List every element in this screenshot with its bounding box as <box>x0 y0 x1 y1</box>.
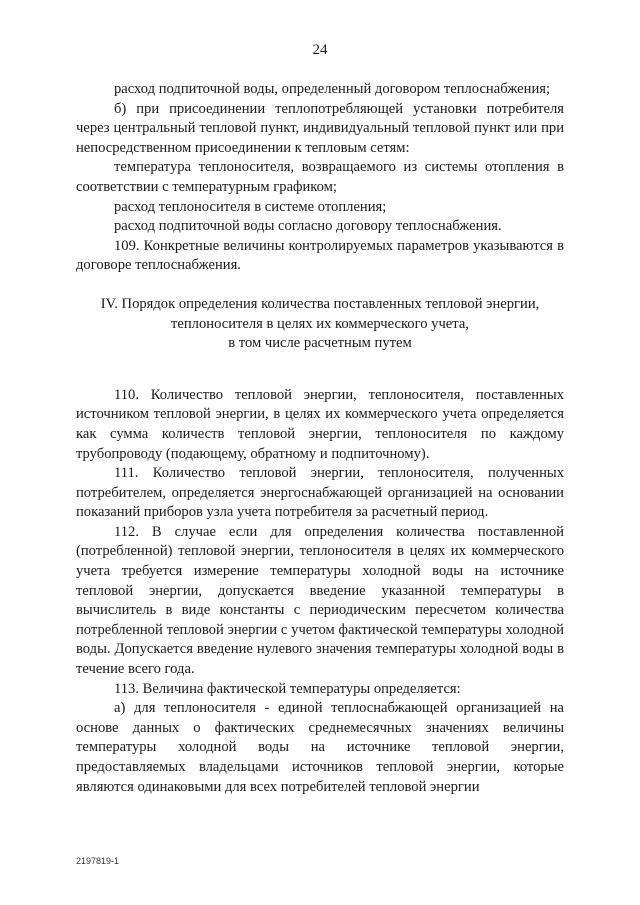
section-heading-line: IV. Порядок определения количества поставленных тепловой энергии, <box>100 295 540 312</box>
section-heading-line: теплоносителя в целях их коммерческого учета, <box>171 315 469 332</box>
paragraph: расход теплоносителя в системе отопления; <box>114 198 387 215</box>
paragraph: расход подпиточной воды согласно договору теплоснабжения. <box>114 218 502 235</box>
section-heading-line: в том числе расчетным путем <box>228 335 412 352</box>
paragraph: 112. В случае если для определения количества поставленной (потребленной) тепловой энергии, теплоносителя в целях их коммерческого учета требуется измерение температуры холодной воды на источнике тепловой энергии, допускается введение указанной температуры в вычислитель в виде константы с периодическим пересчетом количества потребленной тепловой энергии с учетом фактической температуры холодной воды. Допускается введение нулевого значения температуры холодной воды в течение всего года. <box>76 523 564 678</box>
section-heading <box>76 295 564 354</box>
paragraph: б) при присоединении теплопотребляющей установки потребителя через центральный тепловой пункт, индивидуальный тепловой пункт или при непосредственном присоединении к тепловым сетям: <box>76 100 564 156</box>
paragraph: 109. Конкретные величины контролируемых параметров указываются в договоре теплоснабжения. <box>76 237 564 274</box>
paragraph: а) для теплоносителя - единой теплоснабжающей организацией на основе данных о фактических среднемесячных значениях величины температуры холодной воды на источнике тепловой энергии, предоставляемых владельцами источников тепловой энергии, которые являются одинаковыми для всех потребителей тепловой энергии <box>76 700 564 795</box>
paragraph: 113. Величина фактической температуры определяется: <box>114 680 461 697</box>
paragraph: 110. Количество тепловой энергии, теплоносителя, поставленных источником тепловой энергии, в целях их коммерческого учета определяется как сумма количеств тепловой энергии, теплоносителя по каждому трубопроводу (подающему, обратному и подпиточному). <box>76 386 564 462</box>
page-number: 24 <box>312 42 328 58</box>
paragraph: расход подпиточной воды, определенный договором теплоснабжения; <box>114 81 551 97</box>
document-id: 2197819-1 <box>76 856 120 866</box>
paragraph: температура теплоносителя, возвращаемого из системы отопления в соответствии с температурным графиком; <box>76 159 564 195</box>
paragraph: 111. Количество тепловой энергии, теплоносителя, полученных потребителем, определяется энергоснабжающей организацией на основании показаний приборов узла учета потребителя за расчетный период. <box>76 465 564 521</box>
document-body <box>76 80 564 797</box>
